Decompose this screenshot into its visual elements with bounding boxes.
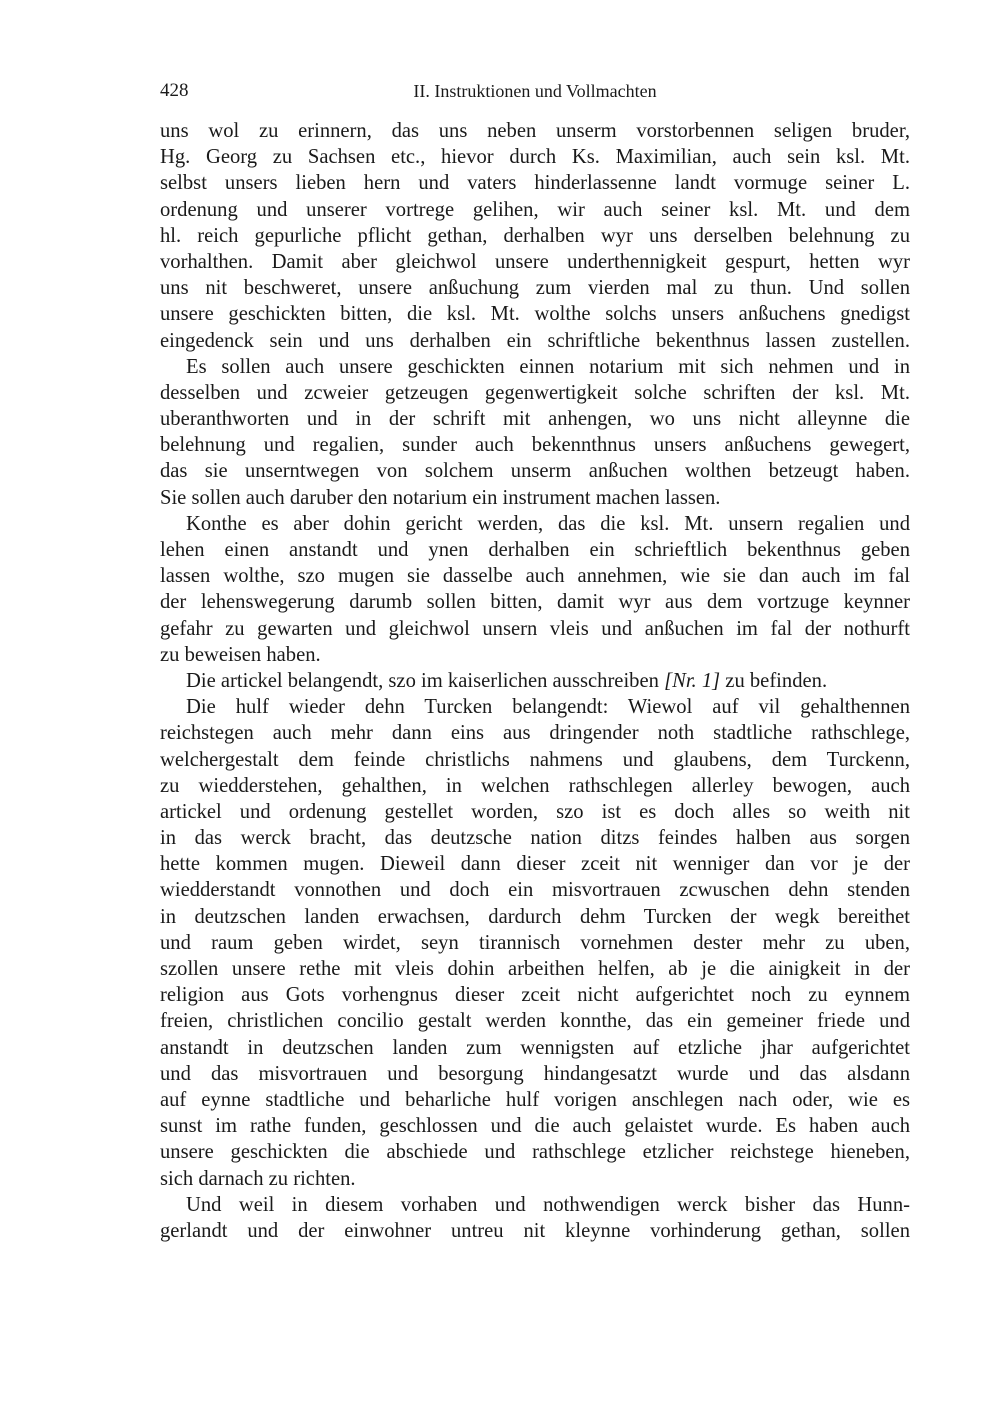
paragraph	[160, 694, 910, 1192]
text-line: lassen wolthe, szo mugen sie dasselbe auch annehmen, wie sie dan auch im fal	[160, 565, 910, 588]
text-line: gefahr zu gewarten und gleichwol unsern vleis und anßuchen im fal der nothurft	[160, 617, 910, 640]
text-segment: Die artickel belangendt, szo im kaiserlichen ausschreiben	[186, 669, 665, 692]
text-line: auf eynne stadtliche und beharliche hulf vorigen anschlegen nach oder, wie es	[160, 1088, 910, 1111]
paragraph	[160, 354, 910, 511]
text-line: ordenung und unserer vortrege gelihen, wir auch seiner ksl. Mt. und dem	[160, 198, 910, 221]
running-head	[160, 78, 910, 104]
text-line: desselben und zcweier getzeugen gegenwertigkeit solche schriften der ksl. Mt.	[160, 381, 910, 404]
body-text	[160, 118, 910, 1244]
text-line: unsere geschickten die abschiede und rathschlege etzlicher reichstege hieneben,	[160, 1141, 910, 1164]
text-line: hette kommen mugen. Dieweil dann dieser zceit nit wenniger dan vor je der	[160, 853, 910, 876]
text-line: unsere geschickten bitten, die ksl. Mt. wolthe solchs unsers anßuchens gnedigst	[160, 303, 910, 326]
text-line: Und weil in diesem vorhaben und nothwendigen werck bisher das Hunn-	[186, 1193, 910, 1216]
text-line: selbst unsers lieben hern und vaters hinderlassenne landt vormuge seiner L.	[160, 172, 910, 195]
text-line: wiedderstandt vonnothen und doch ein misvortrauen zcwuschen dehn stenden	[160, 879, 910, 902]
text-line: eingedenck sein und uns derhalben ein schriftliche bekenthnus lassen zustellen.	[160, 329, 910, 352]
text-line: zu wiedderstehen, gehalthen, in welchen rathschlegen allerley bewogen, auch	[160, 774, 910, 797]
text-line: szollen unsere rethe mit vleis dohin arbeithen helfen, ab je die ainigkeit in der	[160, 958, 910, 980]
text-segment: zu befinden.	[720, 669, 828, 692]
text-line: das sie unserntwegen von solchem unserm anßuchen wolthen betzeugt haben.	[160, 460, 910, 483]
paragraph	[160, 118, 910, 354]
text-line: Die hulf wieder dehn Turcken belangendt: Wiewol auf vil gehalthennen	[186, 696, 910, 719]
text-line: uns wol zu erinnern, das uns neben unserm vorstorbennen seligen bruder,	[160, 120, 910, 142]
text-line: religion aus Gots vorhengnus dieser zceit nicht aufgerichtet noch zu eynnem	[160, 984, 910, 1007]
text-line: reichstegen auch mehr dann eins aus dringender noth stadtliche rathschlege,	[160, 722, 910, 745]
text-line: in das werck bracht, das deutzsche nation ditzs feindes halben aus sorgen	[160, 827, 910, 850]
text-line: der lehenswegerung darumb sollen bitten, damit wyr aus dem vortzuge keynner	[160, 591, 910, 614]
text-line: zu beweisen haben.	[160, 643, 321, 666]
text-line: sunst im rathe funden, geschlossen und die auch gelaistet wurde. Es haben auch	[160, 1115, 910, 1138]
text-line: Konthe es aber dohin gericht werden, das die ksl. Mt. unsern regalien und	[186, 512, 910, 535]
text-line: uberanthworten und in der schrift mit anhengen, wo uns nicht alleynne die	[160, 408, 910, 431]
page-number: 428	[160, 80, 189, 101]
text-line: artickel und ordenung gestellet worden, szo ist es doch alles so weith nit	[160, 800, 910, 823]
paragraph	[160, 511, 910, 668]
document-page	[160, 78, 910, 1244]
text-line: vorhalthen. Damit aber gleichwol unsere underthennigkeit gespurt, hetten wyr	[160, 250, 910, 273]
running-title: II. Instruktionen und Vollmachten	[413, 81, 657, 101]
text-line: gerlandt und der einwohner untreu nit kleynne vorhinderung gethan, sollen	[160, 1219, 910, 1242]
text-line: freien, christlichen concilio gestalt werden konnthe, das ein gemeiner friede und	[160, 1010, 910, 1033]
paragraph	[160, 668, 910, 694]
text-line: belehnung und regalien, sunder auch bekennthnus unsers anßuchens gewegert,	[160, 434, 910, 457]
document-reference: [Nr. 1]	[664, 669, 721, 692]
text-line	[160, 668, 910, 694]
text-line: Sie sollen auch daruber den notarium ein instrument machen lassen.	[160, 486, 721, 509]
text-line: lehen einen anstandt und ynen derhalben ein schrieftlich bekenthnus geben	[160, 539, 910, 561]
paragraph	[160, 1192, 910, 1244]
text-line: Hg. Georg zu Sachsen etc., hievor durch Ks. Maximilian, auch sein ksl. Mt.	[160, 146, 910, 169]
text-line: in deutzschen landen erwachsen, dardurch dehm Turcken der wegk bereithet	[160, 905, 910, 928]
text-line: uns nit beschweret, unsere anßuchung zum vierden mal zu thun. Und sollen	[160, 277, 910, 300]
text-line: sich darnach zu richten.	[160, 1167, 356, 1190]
text-line: und das misvortrauen und besorgung hindangesatzt wurde und das alsdann	[160, 1062, 910, 1085]
text-line: Es sollen auch unsere geschickten einnen notarium mit sich nehmen und in	[186, 355, 910, 378]
text-line: hl. reich gepurliche pflicht gethan, derhalben wyr uns derselben belehnung zu	[160, 224, 910, 247]
text-line: und raum geben wirdet, seyn tirannisch vornehmen dester mehr zu uben,	[160, 931, 910, 954]
text-line: welchergestalt dem feinde christlichs nahmens und glaubens, dem Turckenn,	[160, 748, 910, 771]
text-line: anstandt in deutzschen landen zum wennigsten auf etzliche jhar aufgerichtet	[160, 1036, 910, 1059]
